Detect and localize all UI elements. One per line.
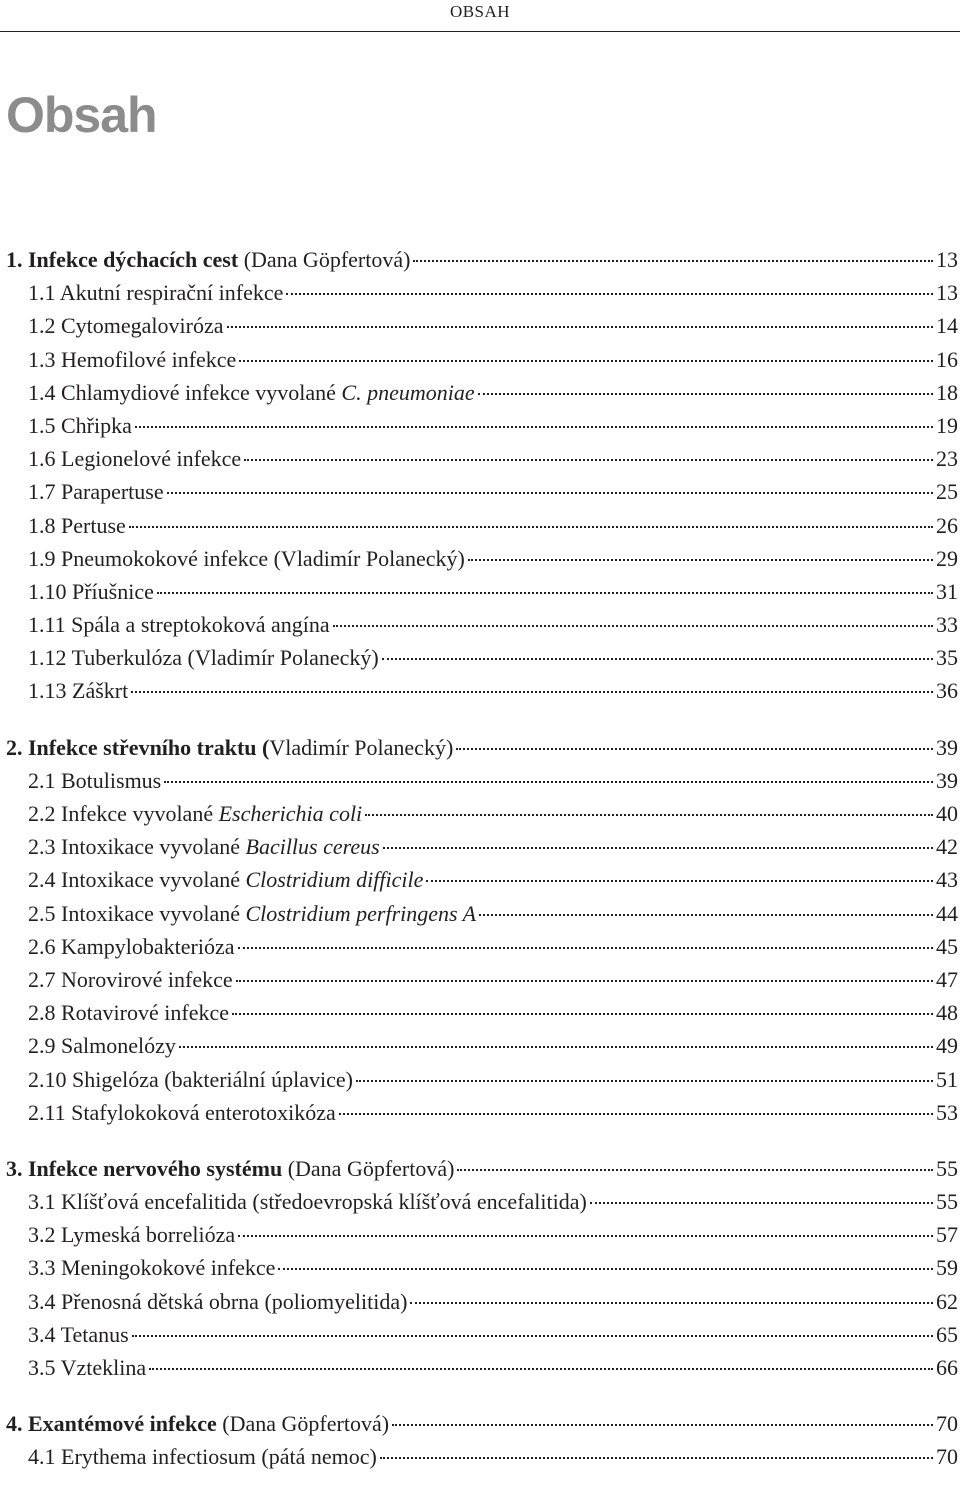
page-title: Obsah bbox=[6, 87, 157, 143]
dot-leader bbox=[157, 592, 933, 594]
toc-entry[interactable] bbox=[0, 276, 960, 309]
entry-text: 1.4 Chlamydiové infekce vyvolané bbox=[28, 379, 342, 405]
toc-chapter-title bbox=[6, 731, 453, 764]
dot-leader bbox=[167, 492, 933, 494]
entry-text: 1.10 Příušnice bbox=[28, 578, 154, 604]
entry-text: 2.8 Rotavirové infekce bbox=[28, 1000, 229, 1026]
dot-leader bbox=[479, 914, 933, 916]
toc-chapter-row[interactable] bbox=[0, 1407, 960, 1440]
toc-entry-title bbox=[28, 897, 476, 930]
taxon-name: Bacillus cereus bbox=[245, 834, 380, 860]
entry-text: 3.4 Přenosná dětská obrna (poliomyelitida) bbox=[28, 1288, 408, 1314]
page-number: 70 bbox=[936, 1411, 958, 1437]
entry-text: 1.5 Chřipka bbox=[28, 412, 132, 438]
toc-entry[interactable] bbox=[0, 830, 960, 863]
page-number: 55 bbox=[936, 1189, 958, 1215]
entry-text: 3.2 Lymeská borrelióza bbox=[28, 1222, 236, 1248]
entry-text: 2.2 Infekce vyvolané bbox=[28, 801, 219, 826]
page-number: 35 bbox=[936, 645, 958, 671]
toc-entry-title bbox=[28, 1440, 377, 1473]
dot-leader bbox=[278, 1268, 933, 1270]
toc-entry-title bbox=[28, 608, 330, 641]
entry-text: 2.1 Botulismus bbox=[28, 767, 162, 793]
entry-text: 2.4 Intoxikace vyvolané bbox=[28, 867, 246, 893]
toc-entry[interactable] bbox=[0, 797, 960, 830]
page-number: 31 bbox=[936, 578, 958, 604]
page-number: 36 bbox=[936, 678, 958, 704]
toc-entry[interactable] bbox=[0, 1440, 960, 1473]
toc-entry-title bbox=[28, 1029, 176, 1062]
toc-chapter-title bbox=[6, 243, 410, 276]
toc-entry[interactable] bbox=[0, 641, 960, 674]
toc-entry-title bbox=[28, 863, 423, 896]
entry-text: 1.8 Pertuse bbox=[28, 512, 126, 538]
page-number: 33 bbox=[936, 612, 958, 638]
toc-entry[interactable] bbox=[0, 1029, 960, 1062]
toc-chapter bbox=[0, 243, 960, 708]
dot-leader bbox=[456, 748, 933, 750]
page-number: 47 bbox=[936, 966, 958, 992]
dot-leader bbox=[468, 559, 933, 561]
toc-entry[interactable] bbox=[0, 674, 960, 707]
page-number: 39 bbox=[936, 767, 958, 793]
dot-leader bbox=[413, 260, 933, 262]
page-number: 19 bbox=[936, 412, 958, 438]
toc-entry[interactable] bbox=[0, 608, 960, 641]
toc-entry-title bbox=[28, 1285, 407, 1318]
dot-leader bbox=[135, 426, 933, 428]
toc-entry-title bbox=[28, 963, 233, 996]
running-header: OBSAH bbox=[0, 0, 960, 32]
dot-leader bbox=[244, 459, 933, 461]
page-number: 25 bbox=[936, 479, 958, 505]
page-number: 59 bbox=[936, 1255, 958, 1281]
entry-text: 3.5 Vzteklina bbox=[28, 1355, 147, 1380]
toc-entry[interactable] bbox=[0, 863, 960, 896]
toc-entry[interactable] bbox=[0, 930, 960, 963]
entry-text: 1.11 Spála a streptokoková angína bbox=[28, 612, 330, 638]
toc-entry-title bbox=[28, 797, 362, 830]
page-number: 44 bbox=[936, 900, 958, 926]
dot-leader bbox=[236, 980, 933, 982]
dot-leader bbox=[227, 326, 933, 328]
toc-entry-title bbox=[28, 930, 235, 963]
chapter-heading: 4. Exantémové infekce bbox=[6, 1411, 217, 1437]
toc-entry-title bbox=[28, 1218, 235, 1251]
entry-text: 3.1 Klíšťová encefalitida (středoevropská klíšťová encefalitida) bbox=[28, 1189, 587, 1215]
entry-text: 1.13 Záškrt bbox=[28, 678, 129, 704]
dot-leader bbox=[131, 691, 933, 693]
toc-entry-title bbox=[28, 509, 126, 542]
toc-entry[interactable] bbox=[0, 376, 960, 409]
dot-leader bbox=[478, 393, 933, 395]
toc-entry[interactable] bbox=[0, 1318, 960, 1351]
chapter-heading: 1. Infekce dýchacích cest bbox=[6, 247, 239, 272]
toc-chapter bbox=[0, 1407, 960, 1473]
toc-chapter-row[interactable] bbox=[0, 731, 960, 764]
toc-entry-title bbox=[28, 376, 475, 409]
page-number: 55 bbox=[936, 1155, 958, 1181]
entry-text: 2.3 Intoxikace vyvolané bbox=[28, 834, 246, 860]
entry-text: 1.2 Cytomegaloviróza bbox=[28, 313, 224, 339]
dot-leader bbox=[333, 625, 933, 627]
page-number: 26 bbox=[936, 512, 958, 538]
page-number: 66 bbox=[936, 1355, 958, 1380]
toc-entry-title bbox=[28, 1185, 587, 1218]
toc-entry-title bbox=[28, 575, 154, 608]
dot-leader bbox=[383, 847, 933, 849]
toc-entry-title bbox=[28, 674, 128, 707]
dot-leader bbox=[382, 658, 933, 660]
toc-entry-title bbox=[28, 996, 229, 1029]
dot-leader bbox=[164, 781, 933, 783]
dot-leader bbox=[410, 1302, 933, 1304]
table-of-contents bbox=[0, 243, 960, 1497]
dot-leader bbox=[392, 1424, 933, 1426]
entry-text: 1.7 Parapertuse bbox=[28, 479, 164, 505]
toc-entry[interactable] bbox=[0, 1251, 960, 1284]
page-number: 39 bbox=[936, 734, 958, 760]
page-number: 49 bbox=[936, 1033, 958, 1059]
dot-leader bbox=[232, 1013, 933, 1015]
taxon-name: C. pneumoniae bbox=[341, 379, 475, 405]
entry-text: 2.9 Salmonelózy bbox=[28, 1033, 176, 1059]
dot-leader bbox=[356, 1080, 933, 1082]
chapter-author: Vladimír Polanecký) bbox=[269, 734, 454, 760]
page-number: 48 bbox=[936, 1000, 958, 1026]
toc-chapter-row[interactable] bbox=[0, 243, 960, 276]
page-number: 16 bbox=[936, 346, 958, 372]
toc-entry-title bbox=[28, 409, 132, 442]
page-number: 57 bbox=[936, 1222, 958, 1248]
page-number: 70 bbox=[936, 1444, 958, 1470]
toc-entry[interactable] bbox=[0, 1185, 960, 1218]
entry-text: 1.1 Akutní respirační infekce bbox=[28, 280, 284, 306]
page-number: 23 bbox=[936, 446, 958, 472]
toc-entry-title bbox=[28, 276, 283, 309]
toc-entry-title bbox=[28, 764, 161, 797]
chapter-author: (Dana Göpfertová) bbox=[238, 247, 411, 272]
toc-entry[interactable] bbox=[0, 764, 960, 797]
chapter-heading: 3. Infekce nervového systému bbox=[6, 1155, 283, 1181]
toc-entry-title bbox=[28, 475, 164, 508]
chapter-heading: 2. Infekce střevního traktu ( bbox=[6, 734, 270, 760]
entry-text: 2.5 Intoxikace vyvolané bbox=[28, 900, 246, 926]
toc-entry[interactable] bbox=[0, 309, 960, 342]
taxon-name: Clostridium perfringens A bbox=[245, 900, 477, 926]
toc-entry[interactable] bbox=[0, 897, 960, 930]
entry-text: 3.3 Meningokokové infekce bbox=[28, 1255, 276, 1281]
toc-entry[interactable] bbox=[0, 475, 960, 508]
page-number: 13 bbox=[936, 280, 958, 306]
toc-entry[interactable] bbox=[0, 575, 960, 608]
toc-entry[interactable] bbox=[0, 1096, 960, 1129]
page-number: 65 bbox=[936, 1321, 958, 1347]
entry-text: 1.12 Tuberkulóza (Vladimír Polanecký) bbox=[28, 645, 379, 671]
toc-entry[interactable] bbox=[0, 1063, 960, 1096]
entry-text: 2.6 Kampylobakterióza bbox=[28, 933, 235, 959]
toc-entry-title bbox=[28, 343, 236, 376]
page-number: 51 bbox=[936, 1066, 958, 1092]
toc-entry[interactable] bbox=[0, 409, 960, 442]
toc-chapter-title bbox=[6, 1152, 454, 1185]
dot-leader bbox=[590, 1202, 933, 1204]
page-number: 42 bbox=[936, 834, 958, 860]
toc-entry[interactable] bbox=[0, 343, 960, 376]
taxon-name: Escherichia coli bbox=[218, 801, 363, 826]
page-number: 62 bbox=[936, 1288, 958, 1314]
toc-entry-title bbox=[28, 309, 224, 342]
toc-chapter bbox=[0, 731, 960, 1129]
toc-entry[interactable] bbox=[0, 542, 960, 575]
toc-entry[interactable] bbox=[0, 996, 960, 1029]
dot-leader bbox=[179, 1046, 933, 1048]
dot-leader bbox=[238, 1235, 933, 1237]
toc-entry-title bbox=[28, 830, 380, 863]
toc-entry-title bbox=[28, 1063, 353, 1096]
dot-leader bbox=[239, 360, 933, 362]
dot-leader bbox=[132, 1335, 933, 1337]
toc-entry[interactable] bbox=[0, 442, 960, 475]
dot-leader bbox=[238, 947, 934, 949]
dot-leader bbox=[426, 880, 933, 882]
toc-entry-title bbox=[28, 1351, 146, 1384]
page-number: 43 bbox=[936, 867, 958, 893]
toc-entry[interactable] bbox=[0, 963, 960, 996]
dot-leader bbox=[286, 293, 933, 295]
toc-entry-title bbox=[28, 1096, 336, 1129]
toc-entry-title bbox=[28, 1251, 275, 1284]
entry-text: 3.4 Tetanus bbox=[28, 1321, 129, 1347]
toc-chapter bbox=[0, 1152, 960, 1384]
dot-leader bbox=[339, 1113, 933, 1115]
page-number: 40 bbox=[936, 801, 958, 826]
page-number: 53 bbox=[936, 1099, 958, 1125]
entry-text: 1.3 Hemofilové infekce bbox=[28, 346, 237, 372]
toc-entry[interactable] bbox=[0, 509, 960, 542]
toc-chapter-title bbox=[6, 1407, 389, 1440]
chapter-author: (Dana Göpfertová) bbox=[282, 1155, 455, 1181]
page-number: 29 bbox=[936, 545, 958, 571]
page-number: 13 bbox=[936, 247, 958, 272]
dot-leader bbox=[149, 1368, 933, 1370]
entry-text: 1.9 Pneumokokové infekce (Vladimír Polanecký) bbox=[28, 545, 465, 571]
dot-leader bbox=[457, 1169, 933, 1171]
page-number: 14 bbox=[936, 313, 958, 339]
toc-entry-title bbox=[28, 641, 379, 674]
entry-text: 1.6 Legionelové infekce bbox=[28, 446, 242, 472]
entry-text: 2.11 Stafylokoková enterotoxikóza bbox=[28, 1099, 336, 1125]
toc-chapter-row[interactable] bbox=[0, 1152, 960, 1185]
dot-leader bbox=[380, 1457, 933, 1459]
page-number: 45 bbox=[936, 933, 958, 959]
page-number: 18 bbox=[936, 379, 958, 405]
toc-entry-title bbox=[28, 542, 465, 575]
entry-text: 2.10 Shigelóza (bakteriální úplavice) bbox=[28, 1066, 353, 1092]
toc-entry[interactable] bbox=[0, 1218, 960, 1251]
entry-text: 4.1 Erythema infectiosum (pátá nemoc) bbox=[28, 1444, 377, 1470]
entry-text: 2.7 Norovirové infekce bbox=[28, 966, 233, 992]
dot-leader bbox=[365, 814, 933, 816]
taxon-name: Clostridium difficile bbox=[245, 867, 424, 893]
toc-entry-title bbox=[28, 1318, 129, 1351]
dot-leader bbox=[129, 526, 933, 528]
chapter-author: (Dana Göpfertová) bbox=[216, 1411, 390, 1437]
toc-entry[interactable] bbox=[0, 1351, 960, 1384]
toc-entry-title bbox=[28, 442, 241, 475]
toc-entry[interactable] bbox=[0, 1285, 960, 1318]
